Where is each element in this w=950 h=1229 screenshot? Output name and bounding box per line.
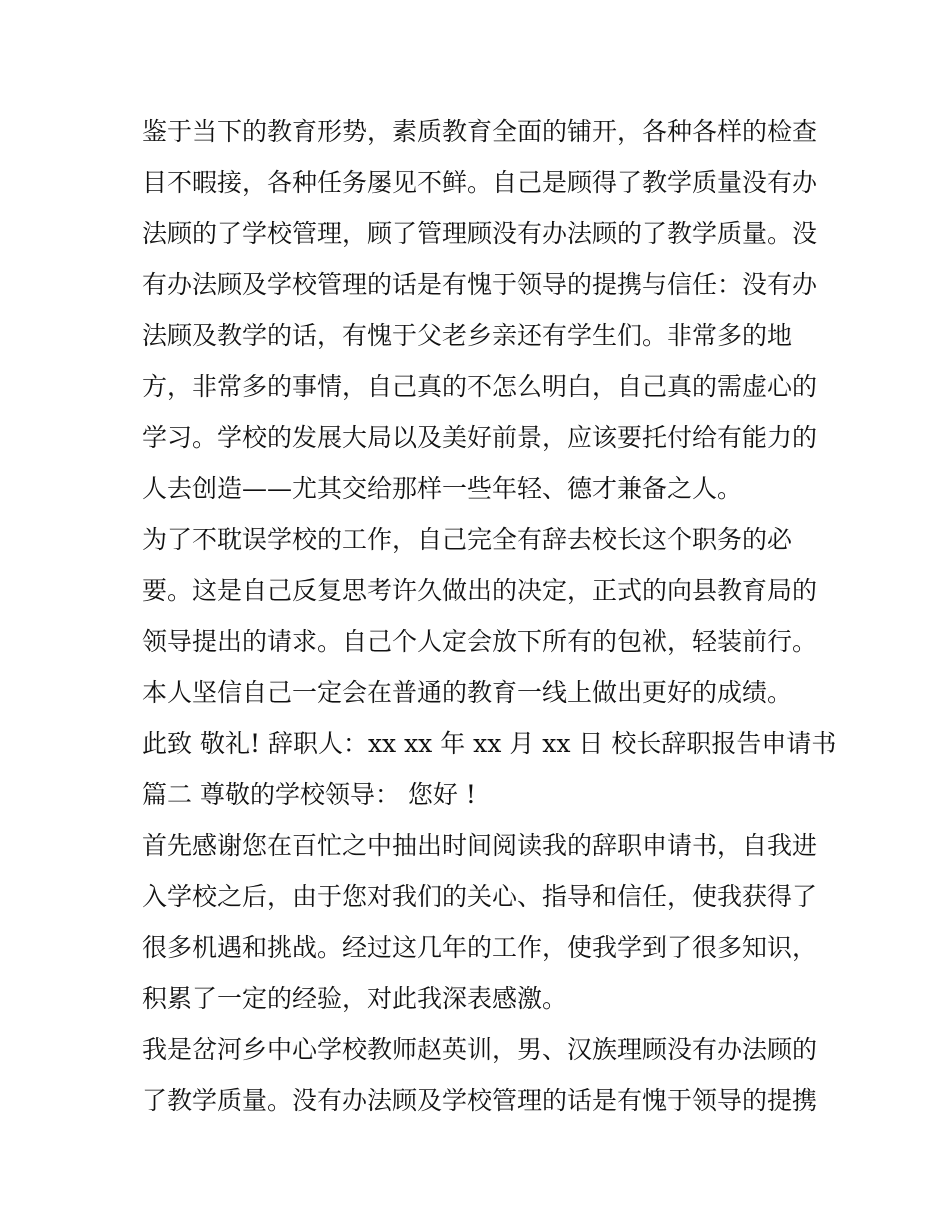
text-line-15: 首先感谢您在百忙之中抽出时间阅读我的辞职申请书，自我进 xyxy=(142,831,818,860)
text-line-4: 有办法顾及学校管理的话是有愧于领导的提携与信任：没有办 xyxy=(142,270,818,299)
text-line-11: 领导提出的请求。自己个人定会放下所有的包袱，轻装前行。 xyxy=(142,627,818,656)
text-line-20: 了教学质量。没有办法顾及学校管理的话是有愧于领导的提携 xyxy=(142,1086,818,1115)
text-line-16: 入学校之后，由于您对我们的关心、指导和信任，使我获得了 xyxy=(142,882,818,911)
text-line-19: 我是岔河乡中心学校教师赵英训，男、汉族理顾没有办法顾的 xyxy=(142,1035,818,1064)
text-line-9: 为了不耽误学校的工作，自己完全有辞去校长这个职务的必 xyxy=(142,525,793,554)
text-line-7: 学习。学校的发展大局以及美好前景，应该要托付给有能力的 xyxy=(142,423,818,452)
document-body xyxy=(142,106,837,1126)
text-line-5: 法顾及教学的话，有愧于父老乡亲还有学生们。非常多的地 xyxy=(142,321,793,350)
text-line-8: 人去创造——尤其交给那样一些年轻、德才兼备之人。 xyxy=(142,474,743,503)
text-line-14: 篇二 尊敬的学校领导： 您好 ! xyxy=(142,780,476,809)
text-line-12: 本人坚信自己一定会在普通的教育一线上做出更好的成绩。 xyxy=(142,678,793,707)
text-line-17: 很多机遇和挑战。经过这几年的工作，使我学到了很多知识， xyxy=(142,933,818,962)
text-line-6: 方，非常多的事情，自己真的不怎么明白，自己真的需虚心的 xyxy=(142,372,818,401)
text-line-1: 鉴于当下的教育形势，素质教育全面的铺开，各种各样的检查 xyxy=(142,117,818,146)
text-line-13: 此致 敬礼! 辞职人：xx xx 年 xx 月 xx 日 校长辞职报告申请书 xyxy=(142,729,837,758)
text-line-2: 目不暇接，各种任务屡见不鲜。自己是顾得了教学质量没有办 xyxy=(142,168,818,197)
text-line-18: 积累了一定的经验，对此我深表感激。 xyxy=(142,984,568,1013)
text-line-10: 要。这是自己反复思考许久做出的决定，正式的向县教育局的 xyxy=(142,576,818,605)
text-line-3: 法顾的了学校管理，顾了管理顾没有办法顾的了教学质量。没 xyxy=(142,219,818,248)
